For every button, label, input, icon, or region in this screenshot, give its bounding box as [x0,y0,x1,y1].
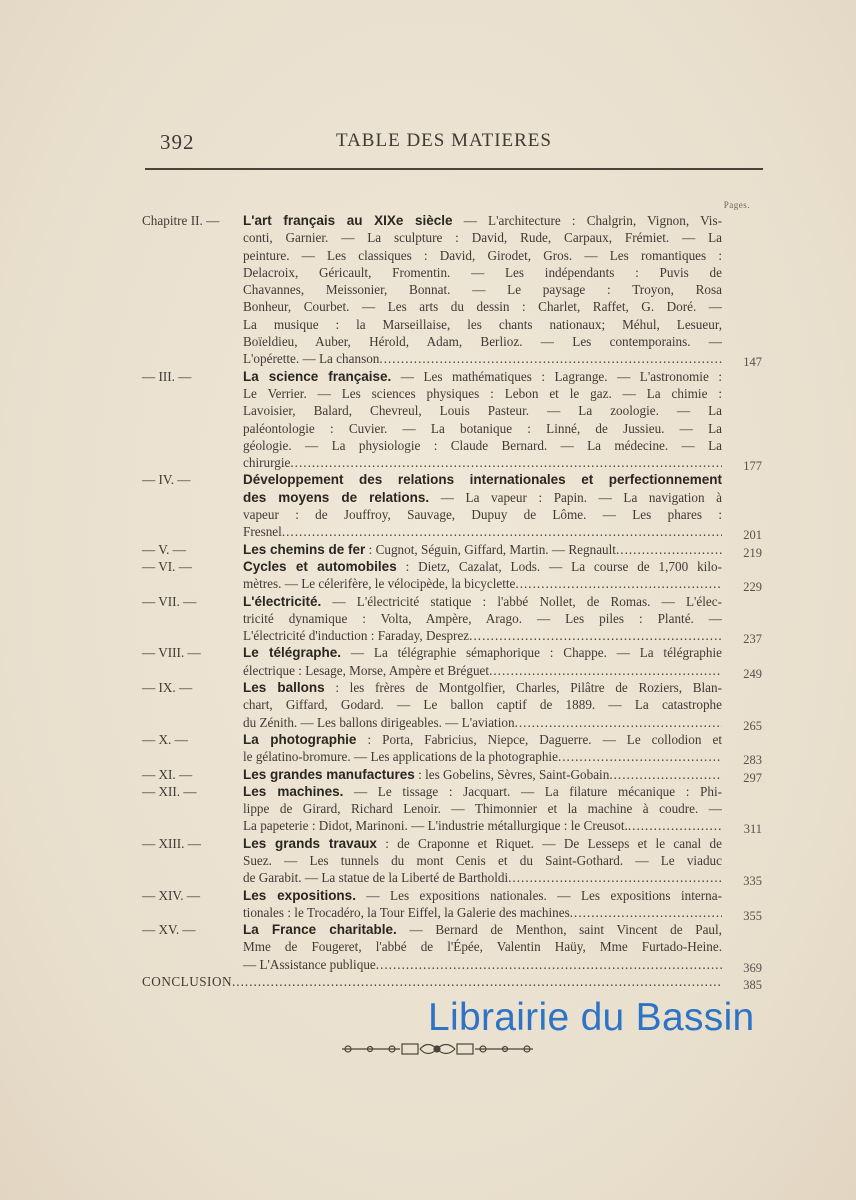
chapter-summary [243,541,762,558]
chapter-label: Chapitre II. — [142,213,220,228]
summary-text: peinture. — Les classiques : David, Girodet, Gros. — Les romantiques : [243,247,722,263]
page-reference: 177 [743,459,762,474]
chapter-label: — VI. — [142,558,192,574]
summary-text: — Les expositions nationales. — Les expositions interna- [355,887,722,903]
chapter-summary [243,921,762,973]
summary-line [243,420,722,437]
chapter-label: — IV. — [142,472,191,488]
chapter-summary [243,368,762,472]
chapter-summary [243,731,762,766]
leader-dots [508,869,722,886]
summary-line [243,835,722,852]
summary-line [243,229,722,246]
page-reference: 147 [743,355,762,370]
summary-line [243,956,722,973]
leader-dots [232,973,722,990]
page-reference: 283 [743,753,762,768]
conclusion-label: CONCLUSION [142,974,232,990]
summary-text: tionales : le Trocadéro, la Tour Eiffel, la Galerie des machines [243,904,570,920]
toc-entry [142,212,762,368]
toc-entry [142,558,762,593]
summary-text: La musique : la Marseillaise, les chants nationaux; Méhul, Lesueur, [243,316,722,332]
summary-line [243,402,722,419]
page-reference: 355 [743,908,762,923]
summary-line [243,921,722,938]
summary-line [243,593,722,610]
chapter-title: Les expositions. [243,887,356,903]
summary-text: : les frères de Montgolfier, Charles, Pilâtre de Roziers, Blan- [324,680,722,696]
leader-dots [609,766,722,783]
chapter-title: Cycles et automobiles [243,558,397,574]
chapter-summary [243,644,762,679]
chapter-summary [243,835,762,887]
chapter-title: des moyens de relations. [243,489,430,505]
summary-text: L'opérette. — La chanson [243,351,380,367]
chapter-label: — IX. — [142,680,193,696]
summary-line [243,368,722,385]
toc-entry [142,887,762,922]
summary-line [243,212,722,229]
page-reference: 229 [743,580,762,595]
summary-text: Bonheur, Courbet. — Les arts du dessin : Charlet, Raffet, G. Doré. — [243,299,722,315]
chapter-title: Les ballons [243,680,325,696]
summary-line [243,766,722,783]
summary-line [243,316,722,333]
chapter-label: — XII. — [142,783,197,799]
chapter-summary [243,766,762,783]
summary-line [243,454,722,471]
toc-entry [142,835,762,887]
summary-line [243,350,722,367]
chapter-summary [243,471,762,540]
page-reference: 219 [743,545,762,560]
summary-text: — L'électricité statique : l'abbé Nollet, de Romas. — L'élec- [321,593,722,609]
toc-entry [142,679,762,731]
summary-text: : Dietz, Cazalat, Lods. — La course de 1,700 kilo- [396,558,722,574]
chapter-label: — III. — [142,368,192,384]
summary-text: — L'Assistance publique [243,956,376,972]
leader-dots [616,541,722,558]
summary-line [243,904,722,921]
leader-dots [282,523,722,540]
summary-line [243,938,722,955]
summary-text: chart, Giffard, Godard. — Le ballon captif de 1889. — La catastrophe [243,697,722,713]
chapter-title: Les chemins de fer [243,541,366,557]
summary-line [243,489,722,506]
summary-text: mètres. — Le célerifère, le vélocipède, la bicyclette [243,576,516,592]
summary-text: : les Gobelins, Sèvres, Saint-Gobain [414,766,610,782]
page-reference: 311 [743,822,762,837]
summary-line [243,627,722,644]
summary-text: : Porta, Fabricius, Niepce, Daguerre. — Le collodion et [356,731,723,747]
summary-text: L'électricité d'induction : Faraday, Desprez [243,628,470,644]
running-title: TABLE DES MATIERES [336,130,552,151]
summary-text: Le Verrier. — Les sciences physiques : Lebon et le gaz. — La chimie : [243,385,722,401]
leader-dots [489,662,722,679]
chapter-label: — V. — [142,541,186,557]
summary-line [243,541,722,558]
summary-line [243,731,722,748]
toc-entry [142,766,762,783]
page-reference: 201 [743,528,762,543]
summary-line [243,644,722,661]
chapter-summary [243,593,762,645]
summary-line [243,298,722,315]
summary-text: — La vapeur : Papin. — La navigation à [429,489,723,505]
page-number: 392 [160,130,195,154]
page-header [0,128,856,158]
watermark-text: Librairie du Bassin [428,996,755,1039]
toc-entry [142,541,762,558]
summary-line [243,281,722,298]
summary-text: du Zénith. — Les ballons dirigeables. — L'aviation [243,714,515,730]
toc-entry [142,731,762,766]
chapter-summary [243,887,762,922]
summary-line [243,385,722,402]
leader-dots [469,627,722,644]
summary-text: Suez. — Les tunnels du mont Cenis et du Saint-Gothard. — Le viaduc [243,852,722,868]
leader-dots [376,956,722,973]
leader-dots [515,575,722,592]
summary-line [243,558,722,575]
summary-text: : de Craponne et Riquet. — De Lesseps et le canal de [376,835,722,851]
summary-text: — Bernard de Menthon, saint Vincent de Paul, [396,922,722,938]
chapter-title: La France charitable. [243,922,397,938]
summary-line [243,817,722,834]
summary-text: conti, Garnier. — La sculpture : David, Rude, Carpaux, Frémiet. — La [243,230,722,246]
toc-entry [142,471,762,543]
summary-text: Lavoisier, Balard, Chevreul, Louis Pasteur. — La zoologie. — La [243,403,722,419]
summary-line [243,662,722,679]
toc-entry [142,368,762,472]
chapter-title: La photographie [243,731,357,747]
summary-text: lippe de Girard, Richard Lenoir. — Thimonnier et la machine à coudre. — [243,801,722,817]
chapter-title: La science française. [243,368,392,384]
chapter-title: Développement des relations internationales et perfectionnement [243,472,722,488]
page-reference: 335 [743,874,762,889]
toc-entry [142,644,762,679]
summary-line [243,523,722,540]
summary-line [243,696,722,713]
summary-text: vapeur : de Jouffroy, Sauvage, Dupuy de Lôme. — Les phares : [243,507,722,523]
leader-dots [558,748,722,765]
leader-dots [379,350,722,367]
summary-text: électrique : Lesage, Morse, Ampère et Bréguet [243,662,490,678]
chapter-label: — VII. — [142,593,197,609]
summary-text: Chavannes, Meissonier, Bonnat. — Le paysage : Troyon, Rosa [243,282,722,298]
summary-text: Delacroix, Géricault, Fromentin. — Les indépendants : Puvis de [243,264,722,280]
chapter-label: — VIII. — [142,645,201,661]
chapter-label: — XI. — [142,766,193,782]
summary-line [243,887,722,904]
page-reference: 265 [743,718,762,733]
toc-entry [142,783,762,835]
chapter-title: L'électricité. [243,593,322,609]
summary-line [243,869,722,886]
header-rule [145,168,763,170]
toc-entry [142,921,762,973]
summary-line [243,783,722,800]
leader-dots [290,454,722,471]
summary-line [243,748,722,765]
summary-line [243,852,722,869]
chapter-title: Le télégraphe. [243,645,342,661]
chapter-summary [243,212,762,368]
summary-line [243,264,722,281]
summary-text: géologie. — La physiologie : Claude Bernard. — La médecine. — La [243,437,722,453]
chapter-title: Les machines. [243,783,344,799]
summary-text: Mme de Fougeret, l'abbé de l'Épée, Valentin Haüy, Mme Furtado-Heine. [243,939,722,955]
summary-line [243,506,722,523]
chapter-label: — XV. — [142,922,196,938]
page-reference: 369 [743,960,762,975]
summary-text: Boïeldieu, Auber, Hérold, Adam, Berlioz. — Les contemporains. — [243,334,722,350]
page-reference: 297 [743,770,762,785]
leader-dots [570,904,722,921]
chapter-title: Les grandes manufactures [243,766,415,782]
chapter-label: — XIII. — [142,835,201,851]
summary-text: — L'architecture : Chalgrin, Vignon, Vis- [452,213,722,228]
summary-text: — La télégraphie sémaphorique : Chappe. — La télégraphie [341,645,722,661]
summary-line [243,471,722,488]
summary-text: paléontologie : Cuvier. — La botanique : Linné, de Jussieu. — La [243,420,722,436]
summary-line [243,800,722,817]
chapter-label: — XIV. — [142,887,201,903]
toc-entry [142,593,762,645]
summary-line [243,610,722,627]
chapter-title: L'art français au XIXe siècle [243,213,453,228]
summary-text: chirurgie [243,455,291,471]
conclusion-entry [142,973,762,993]
summary-text: — Le tissage : Jacquart. — La filature mécanique : Phi- [343,783,722,799]
chapter-summary [243,679,762,731]
summary-line [243,437,722,454]
summary-line [243,714,722,731]
summary-text: de Garabit. — La statue de la Liberté de Bartholdi [243,870,509,886]
leader-dots [515,714,722,731]
summary-line [243,247,722,264]
summary-text: tricité dynamique : Volta, Ampère, Arago. — Les piles : Planté. — [243,610,722,626]
summary-line [243,679,722,696]
summary-text: : Cugnot, Séguin, Giffard, Martin. — Regnault [365,541,616,557]
summary-line [243,333,722,350]
table-of-contents [142,212,762,993]
summary-text: La papeterie : Didot, Marinoni. — L'industrie métallurgique : le Creusot. [243,818,628,834]
page-reference: 237 [743,632,762,647]
summary-text: — Les mathématiques : Lagrange. — L'astronomie : [391,368,722,384]
chapter-label: — X. — [142,731,188,747]
pages-column-label: Pages. [723,200,750,210]
leader-dots [628,817,722,834]
page-reference: 249 [743,666,762,681]
summary-text: le gélatino-bromure. — Les applications de la photographie [243,749,558,765]
chapter-title: Les grands travaux [243,835,377,851]
summary-text: Fresnel [243,524,282,540]
page-reference: 385 [743,978,762,993]
summary-line [243,575,722,592]
chapter-summary [243,558,762,593]
chapter-summary [243,783,762,835]
ornament-divider [340,1040,535,1058]
